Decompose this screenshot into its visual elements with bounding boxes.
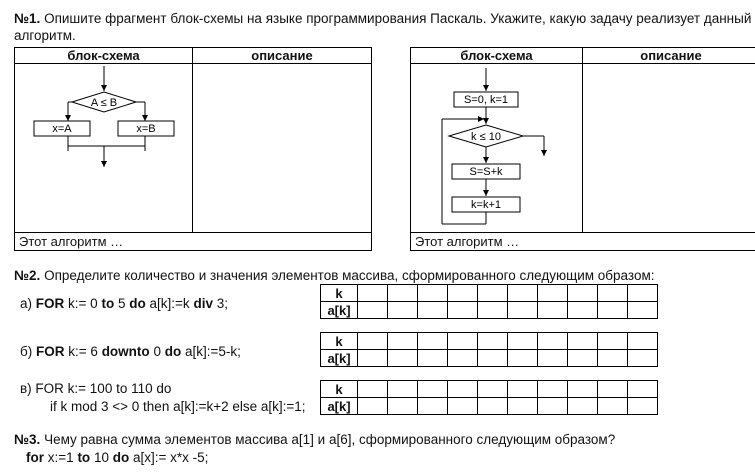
answer-cell[interactable]	[388, 381, 418, 398]
answer-cell[interactable]	[388, 350, 418, 367]
answer-cell[interactable]	[598, 285, 628, 302]
answer-cell[interactable]	[568, 302, 598, 319]
answer-cell[interactable]	[598, 302, 628, 319]
task2b-row-ak: a[k]	[321, 350, 658, 367]
answer-cell[interactable]	[358, 381, 388, 398]
answer-cell[interactable]	[598, 350, 628, 367]
task2b-code: б) FOR k:= 6 downto 0 do a[k]:=5-k;	[20, 344, 241, 359]
answer-cell[interactable]	[598, 398, 628, 415]
answer-cell[interactable]	[508, 302, 538, 319]
flowchart-loop	[430, 66, 560, 236]
answer-cell[interactable]	[538, 302, 568, 319]
answer-cell[interactable]	[478, 285, 508, 302]
answer-cell[interactable]	[388, 285, 418, 302]
answer-cell[interactable]	[598, 381, 628, 398]
answer-cell[interactable]	[628, 285, 658, 302]
answer-cell[interactable]	[628, 333, 658, 350]
task2c-code-line1: в) FOR k:= 100 to 110 do	[20, 381, 172, 396]
table-right-description-cell	[583, 64, 755, 233]
answer-cell[interactable]	[628, 381, 658, 398]
task2a-row-k: k	[321, 285, 658, 302]
task2c-code-line2: if k mod 3 <> 0 then a[k]:=k+2 else a[k]:=1;	[50, 399, 306, 414]
answer-cell[interactable]	[628, 302, 658, 319]
task2-text: Определите количество и значения элементов массива, сформированного следующим образом:	[44, 268, 655, 283]
task2-number: №2.	[14, 268, 41, 283]
task1-text: Опишите фрагмент блок-схемы на языке программирования Паскаль. Укажите, какую задачу реализует данный алгоритм.	[14, 11, 752, 43]
loop-condition-text: k ≤ 10	[471, 131, 501, 143]
answer-cell[interactable]	[538, 381, 568, 398]
answer-cell[interactable]	[358, 333, 388, 350]
decision-condition: A ≤ B	[90, 97, 118, 109]
table-left-header-flowchart: блок-схема	[15, 48, 193, 64]
task2c-row-ak: a[k]	[321, 398, 658, 415]
task2b-row-k: k	[321, 333, 658, 350]
answer-cell[interactable]	[598, 333, 628, 350]
increment-text: k=k+1	[471, 199, 501, 211]
task2a-row-ak: a[k]	[321, 302, 658, 319]
task1-question	[14, 10, 755, 44]
sum-text: S=S+k	[469, 166, 503, 178]
answer-cell[interactable]	[628, 398, 658, 415]
flowchart-if-else	[20, 64, 190, 174]
answer-cell[interactable]	[358, 350, 388, 367]
answer-cell[interactable]	[388, 333, 418, 350]
task2a-table	[320, 284, 658, 319]
answer-cell[interactable]	[538, 333, 568, 350]
answer-cell[interactable]	[508, 381, 538, 398]
answer-cell[interactable]	[358, 302, 388, 319]
answer-cell[interactable]	[568, 398, 598, 415]
answer-cell[interactable]	[478, 398, 508, 415]
task1-number: №1.	[14, 11, 41, 26]
answer-cell[interactable]	[478, 302, 508, 319]
answer-cell[interactable]	[388, 302, 418, 319]
answer-cell[interactable]	[508, 350, 538, 367]
answer-cell[interactable]	[538, 350, 568, 367]
table-right-header-description: описание	[583, 48, 755, 64]
answer-cell[interactable]	[448, 302, 478, 319]
answer-cell[interactable]	[478, 350, 508, 367]
answer-cell[interactable]	[478, 381, 508, 398]
table-left-header-description: описание	[193, 48, 372, 64]
answer-cell[interactable]	[388, 398, 418, 415]
answer-cell[interactable]	[448, 398, 478, 415]
task2a-code: а) FOR k:= 0 to 5 do a[k]:=k div 3;	[20, 296, 228, 311]
table-right-header-flowchart: блок-схема	[411, 48, 583, 64]
answer-cell[interactable]	[568, 381, 598, 398]
answer-cell[interactable]	[508, 333, 538, 350]
answer-cell[interactable]	[538, 398, 568, 415]
answer-cell[interactable]	[568, 285, 598, 302]
answer-cell[interactable]	[418, 302, 448, 319]
answer-cell[interactable]	[418, 333, 448, 350]
answer-cell[interactable]	[568, 333, 598, 350]
assign-left-text: x=A	[52, 123, 72, 135]
answer-cell[interactable]	[448, 333, 478, 350]
table-left-description-cell	[193, 64, 372, 233]
answer-cell[interactable]	[508, 398, 538, 415]
task2b-table	[320, 332, 658, 367]
answer-cell[interactable]	[628, 350, 658, 367]
answer-cell[interactable]	[358, 285, 388, 302]
task3-number: №3.	[14, 432, 41, 447]
answer-cell[interactable]	[478, 333, 508, 350]
answer-cell[interactable]	[418, 285, 448, 302]
answer-cell[interactable]	[448, 285, 478, 302]
answer-cell[interactable]	[568, 350, 598, 367]
answer-cell[interactable]	[358, 398, 388, 415]
answer-cell[interactable]	[418, 350, 448, 367]
task3-code: for x:=1 to 10 do a[x]:= x*x -5;	[26, 450, 209, 465]
answer-cell[interactable]	[448, 350, 478, 367]
answer-cell[interactable]	[448, 381, 478, 398]
table-left-footer: Этот алгоритм …	[15, 233, 372, 251]
table-right-footer: Этот алгоритм …	[411, 233, 755, 251]
task2c-row-k: k	[321, 381, 658, 398]
task3-text: Чему равна сумма элементов массива a[1] и a[6], сформированного следующим образом?	[44, 432, 616, 447]
assign-right-text: x=B	[136, 123, 156, 135]
answer-cell[interactable]	[418, 398, 448, 415]
task2c-table	[320, 380, 658, 415]
init-text: S=0, k=1	[463, 94, 509, 106]
answer-cell[interactable]	[538, 285, 568, 302]
answer-cell[interactable]	[418, 381, 448, 398]
task2-question	[14, 268, 655, 283]
answer-cell[interactable]	[508, 285, 538, 302]
task3-question	[14, 432, 615, 447]
